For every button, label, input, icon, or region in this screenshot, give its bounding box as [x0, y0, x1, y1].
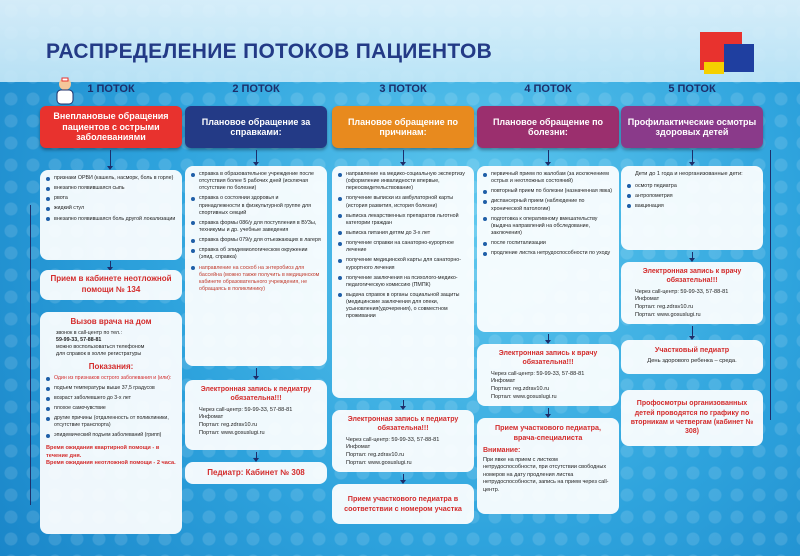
district-pediatrician: Прием участкового педиатра в соответствии с номером участка: [344, 494, 462, 513]
list-item: повторный прием по болезни (назначенная явка): [483, 188, 613, 195]
healthy-child-day: День здорового ребенка – среда.: [647, 357, 737, 364]
flow-3-registration: [332, 410, 474, 472]
list-item: выписка лекарственных препаратов льготной категории граждан: [338, 213, 468, 227]
list-item: осмотр педиатра: [627, 183, 757, 190]
reg-line: Портал: www.gosuslugi.ru: [491, 393, 557, 400]
list-item: справка о состоянии здоровья и принадлежности в физкультурной группе для спортивных секций: [191, 195, 321, 216]
arrow: [403, 474, 404, 482]
flow-2-label: 2 ПОТОК: [232, 83, 280, 95]
list-item: получение медицинской карты для санаторно-курортного лечения: [338, 257, 468, 271]
reg-line: Инфомат: [491, 378, 516, 385]
flow-4-label: 4 ПОТОК: [524, 83, 572, 95]
flow-3-label: 3 ПОТОК: [379, 83, 427, 95]
organized-checkups: Профосмотры организованных детей проводятся по графику по вторникам и четвергам (кабинет № 308): [630, 400, 754, 436]
home-visit-line: можно воспользоваться телефоном: [56, 344, 145, 351]
registration-title: Электронная запись к педиатру обязательна!!!: [200, 386, 312, 403]
list-item: справка формы 079/у для отъезжающих в лагеря: [191, 237, 321, 244]
flow-3-items: [332, 166, 474, 398]
emergency-room-box: [40, 270, 182, 300]
flow-4-footer: [477, 418, 619, 514]
list-item: Один из признаков острого заболевания и (или):: [46, 375, 176, 382]
list-item: выписка питания детям до 3-х лет: [338, 230, 468, 237]
list-item: получение заключения на психолого-медико-педагогическую комиссию (ПМПК): [338, 275, 468, 289]
flow-1-label: 1 ПОТОК: [87, 83, 135, 95]
yellow-square-decoration: [704, 62, 724, 74]
flow-5-registration: [621, 262, 763, 324]
list-item: жидкий стул: [46, 205, 176, 212]
registration-title: Электронная запись к врачу обязательна!!!: [498, 350, 598, 367]
arrow: [548, 334, 549, 342]
district-pediatrician-title: Участковый педиатр: [654, 345, 730, 354]
list-item: эпидемический подъем заболеваний (грипп): [46, 432, 176, 439]
arrow: [256, 150, 257, 164]
page-title: РАСПРЕДЕЛЕНИЕ ПОТОКОВ ПАЦИЕНТОВ: [46, 40, 493, 63]
list-item: выдача справок в органы социальной защиты (медицинские заключения для опеки, усыновления(удочерения), о совместном проживании: [338, 292, 468, 321]
list-item: признаки ОРВИ (кашель, насморк, боль в горле): [46, 175, 176, 182]
arrow: [692, 252, 693, 260]
list-item: получение выписки из амбулаторной карты (история развития, история болезни): [338, 195, 468, 209]
connector-line: [30, 205, 31, 505]
list-item: первичный прием по жалобам (за исключением острых и неотложных состояний): [483, 171, 613, 185]
blue-square-decoration: [724, 44, 754, 72]
list-item: другие причины (отдаленность от поликлиники, отсутствие транспорта): [46, 415, 176, 429]
registration-title: Электронная запись к врачу обязательна!!!: [642, 268, 742, 285]
indications-title: Показания:: [88, 362, 134, 372]
flow-1-symptoms: [40, 170, 182, 260]
waiting-emergency: Время ожидания неотложной помощи - 2 часа.: [46, 460, 176, 467]
list-item: направление на соскоб на энтеробиоз для бассейна (можно также получить в медицинском кабинете образовательного учреждения, не обращаясь в поликлинику): [191, 265, 321, 294]
reg-line: Инфомат: [199, 414, 224, 421]
connector-line: [770, 150, 771, 420]
reg-line: Портал: www.gosuslugi.ru: [635, 311, 701, 318]
attention-text: При явке на прием с листком нетрудоспособности, при отсутствии свободных номеров на дату продления листка нетрудоспособности, запись на прием через call-центр.: [483, 456, 609, 493]
list-item: направление на медико-социальную экспертизу (оформление инвалидности впервые, переосвидетельствование): [338, 171, 468, 192]
flow-2-registration: [185, 380, 327, 450]
arrow: [692, 326, 693, 338]
list-item: внезапно появившаяся боль другой локализации: [46, 216, 176, 223]
home-visit-box: [40, 312, 182, 534]
reg-line: Через call-центр: 59-99-33, 57-88-81: [199, 406, 293, 413]
flow-5-label: 5 ПОТОК: [668, 83, 716, 95]
flow-5-pediatrician: [621, 340, 763, 374]
home-visit-title: Вызов врача на дом: [70, 317, 152, 326]
arrow: [110, 261, 111, 269]
flow-5-footer: [621, 390, 763, 446]
reg-line: Через call-центр: 59-99-33, 57-88-81: [635, 288, 729, 295]
arrow: [548, 408, 549, 416]
reg-line: Портал: reg.zdrav10.ru: [491, 385, 550, 392]
flow-2-header: Плановое обращение за справками:: [185, 106, 327, 148]
list-item: диспансерный прием (наблюдение по хронической патологии): [483, 198, 613, 212]
list-item: возраст заболевшего до 3-х лет: [46, 395, 176, 402]
list-item: рвота: [46, 195, 176, 202]
arrow: [110, 150, 111, 168]
arrow: [256, 368, 257, 378]
reg-line: Портал: reg.zdrav10.ru: [199, 421, 258, 428]
reg-line: Портал: www.gosuslugi.ru: [346, 459, 412, 466]
flow-4-items: [477, 166, 619, 332]
list-item: справка формы 086/у для поступления в ВУЗы, техникумы и др. учебные заведения: [191, 220, 321, 234]
reg-line: Портал: reg.zdrav10.ru: [346, 451, 405, 458]
home-visit-line: звонок в call-центр по тел.:: [56, 329, 122, 336]
list-item: вакцинация: [627, 203, 757, 210]
list-item: получение справки на санаторно-курортное лечение: [338, 240, 468, 254]
list-item: антропометрия: [627, 193, 757, 200]
list-item: после госпитализации: [483, 240, 613, 247]
list-item: справка об эпидемиологическом окружении (эпид. справка): [191, 247, 321, 261]
arrow: [692, 150, 693, 164]
registration-title: Электронная запись к педиатру обязательна!!!: [347, 416, 459, 433]
flow-3-header: Плановое обращение по причинам:: [332, 106, 474, 148]
arrow: [256, 452, 257, 460]
reg-line: Через call-центр: 59-99-33, 57-88-81: [491, 370, 585, 377]
reg-line: Портал: www.gosuslugi.ru: [199, 429, 265, 436]
emergency-room-text: Прием в кабинете неотложной помощи № 134: [50, 274, 172, 294]
home-visit-line: для справок в холле регистратуры: [56, 351, 142, 358]
flow-2-footer: [185, 462, 327, 484]
attention-title: Внимание:: [483, 447, 521, 455]
waiting-apartment: Время ожидания квартирной помощи - в течение дня.: [46, 445, 160, 459]
flow-5-intro: Дети до 1 года и неорганизованные дети:: [635, 171, 743, 177]
list-item: продление листка нетрудоспособности по уходу: [483, 250, 613, 257]
flow-3-footer: [332, 484, 474, 524]
pediatrician-specialist: Прием участкового педиатра, врача-специалиста: [495, 423, 601, 442]
pediatrician-room: Педиатр: Кабинет № 308: [207, 467, 305, 477]
reg-line: Портал: reg.zdrav10.ru: [635, 303, 694, 310]
list-item: внезапно появившаяся сыпь: [46, 185, 176, 192]
list-item: плохое самочувствие: [46, 405, 176, 412]
home-visit-phone: 59-99-33, 57-88-81: [56, 336, 102, 343]
flow-5-header: Профилактические осмотры здоровых детей: [621, 106, 763, 148]
reg-line: Инфомат: [635, 296, 660, 303]
list-item: подъем температуры выше 37,5 градусов: [46, 385, 176, 392]
arrow: [548, 150, 549, 164]
flow-4-header: Плановое обращение по болезни:: [477, 106, 619, 148]
list-item: подготовка к оперативному вмешательству (выдача направлений на обследование, заключения): [483, 216, 613, 237]
flow-4-registration: [477, 344, 619, 406]
flow-1-header: Внеплановые обращения пациентов с острыми заболеваниями: [40, 106, 182, 148]
reg-line: Через call-центр: 59-99-33, 57-88-81: [346, 436, 440, 443]
arrow: [403, 150, 404, 164]
flow-2-items: [185, 166, 327, 366]
flow-5-items: [621, 166, 763, 250]
list-item: справка в образовательное учреждение после отсутствия более 5 рабочих дней (исключая отсутствие по болезни): [191, 171, 321, 192]
arrow: [403, 400, 404, 408]
reg-line: Инфомат: [346, 444, 371, 451]
